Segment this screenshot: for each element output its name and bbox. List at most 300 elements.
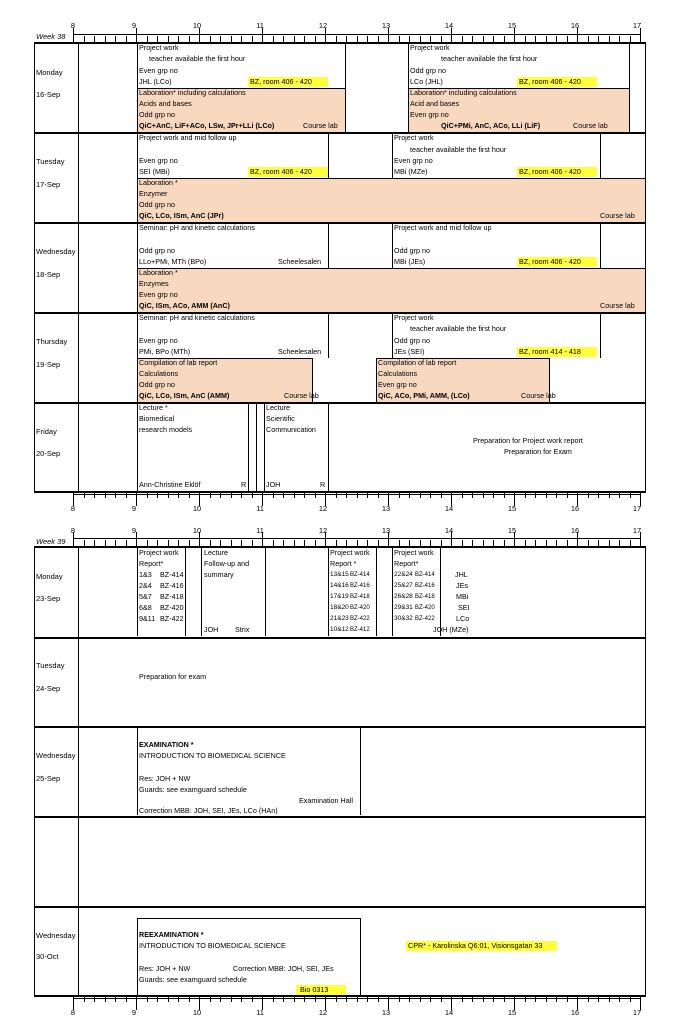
ruler-minor-tick bbox=[283, 492, 284, 498]
ruler-major-tick bbox=[388, 532, 389, 546]
ruler-minor-tick bbox=[189, 996, 190, 1002]
mon23-pw3-r1c: JHL bbox=[455, 570, 468, 579]
ruler-minor-tick bbox=[462, 492, 463, 498]
ruler-minor-tick bbox=[556, 492, 557, 498]
ruler-major-tick bbox=[199, 996, 200, 1010]
mon23-pw1-r2a: 2&4 bbox=[139, 581, 152, 590]
ruler-minor-tick bbox=[283, 540, 284, 546]
mon23-lecture-place: Strix bbox=[235, 625, 250, 634]
hour-8: 8 bbox=[70, 504, 76, 513]
ruler-minor-tick bbox=[462, 996, 463, 1002]
ruler-minor-tick bbox=[220, 996, 221, 1002]
ruler-minor-tick bbox=[147, 492, 148, 498]
ruler-minor-tick bbox=[157, 540, 158, 546]
mon16-lab-right-1: Laboration* including calculations bbox=[410, 88, 517, 97]
wed25-exam-hall: Examination Hall bbox=[299, 796, 353, 805]
ruler-minor-tick bbox=[630, 36, 631, 42]
wed18-left-line4: LLo+PMi, MTh (BPo) bbox=[139, 257, 207, 266]
mon23-pw1-head1: Project work bbox=[139, 548, 179, 557]
mon23-pw1-r5a: 9&11 bbox=[139, 614, 156, 623]
ruler-minor-tick bbox=[441, 36, 442, 42]
ruler-major-tick bbox=[325, 532, 326, 546]
ruler-minor-tick bbox=[598, 996, 599, 1002]
fri20-lecture2-teacher: JOH bbox=[266, 480, 281, 489]
mon16-right-room: BZ, room 406 - 420 bbox=[519, 77, 581, 86]
hour-17: 17 bbox=[632, 1008, 642, 1017]
wed25-exam-title: EXAMINATION * bbox=[139, 740, 194, 749]
tue17-right-line1: Project work bbox=[394, 133, 434, 142]
ruler-minor-tick bbox=[588, 996, 589, 1002]
ruler-minor-tick bbox=[630, 492, 631, 498]
hour-14: 14 bbox=[444, 1008, 454, 1017]
day-thursday-19: Thursday bbox=[36, 337, 68, 346]
wed30-reexam-room: Bio 0313 bbox=[300, 985, 329, 994]
day-tuesday-17: Tuesday bbox=[36, 157, 65, 166]
mon23-pw2-r5a: 21&23 bbox=[330, 615, 349, 622]
ruler-minor-tick bbox=[283, 36, 284, 42]
ruler-minor-tick bbox=[598, 36, 599, 42]
ruler-minor-tick bbox=[157, 996, 158, 1002]
ruler-minor-tick bbox=[147, 996, 148, 1002]
wed25-exam-correction: Correction MBB: JOH, SEI, JEs, LCo (HAn) bbox=[139, 806, 278, 815]
ruler-major-tick bbox=[136, 492, 137, 506]
ruler-minor-tick bbox=[483, 36, 484, 42]
wed30-reexam-guards: Guards: see examguard schedule bbox=[139, 975, 247, 984]
ruler-minor-tick bbox=[168, 540, 169, 546]
mon23-pw1-r1b: BZ-414 bbox=[160, 570, 184, 579]
ruler-minor-tick bbox=[252, 492, 253, 498]
wed18-right-line3: Odd grp no bbox=[394, 246, 430, 255]
day-wednesday-30: Wednesday bbox=[36, 931, 76, 940]
ruler-minor-tick bbox=[367, 996, 368, 1002]
mon23-pw3-head1: Project work bbox=[394, 548, 434, 557]
ruler-minor-tick bbox=[588, 36, 589, 42]
ruler-major-tick bbox=[136, 996, 137, 1010]
hour-15: 15 bbox=[507, 504, 517, 513]
ruler-minor-tick bbox=[178, 36, 179, 42]
ruler-minor-tick bbox=[378, 996, 379, 1002]
ruler-minor-tick bbox=[462, 540, 463, 546]
mon23-pw2-r5b: BZ-422 bbox=[350, 616, 370, 622]
ruler-minor-tick bbox=[598, 540, 599, 546]
ruler-minor-tick bbox=[115, 540, 116, 546]
wed30-reexam-title: REEXAMINATION * bbox=[139, 930, 204, 939]
mon16-right-line1: Project work bbox=[410, 43, 450, 52]
ruler-major-tick bbox=[514, 28, 515, 42]
ruler-major-tick bbox=[388, 28, 389, 42]
hour-9: 9 bbox=[131, 1008, 137, 1017]
mon23-pw2-r6a: 10&12 bbox=[330, 626, 349, 633]
tue17-left-line4: SEI (MBi) bbox=[139, 167, 170, 176]
ruler-minor-tick bbox=[430, 996, 431, 1002]
date-18-sep: 18-Sep bbox=[36, 270, 61, 279]
mon16-lab-left-1: Laboration* including calculations bbox=[139, 88, 246, 97]
day-wednesday-18: Wednesday bbox=[36, 247, 76, 256]
ruler-minor-tick bbox=[304, 492, 305, 498]
ruler-minor-tick bbox=[430, 492, 431, 498]
thu19-lab-right-4: QiC, ACo, PMi, AMM, (LCo) bbox=[378, 391, 470, 400]
ruler-minor-tick bbox=[231, 36, 232, 42]
ruler-minor-tick bbox=[399, 492, 400, 498]
date-25-sep: 25-Sep bbox=[36, 774, 61, 783]
mon23-lecture-1: Lecture bbox=[204, 548, 228, 557]
mon23-lecture-teacher: JOH bbox=[204, 625, 219, 634]
hour-8: 8 bbox=[70, 1008, 76, 1017]
thu19-right-line2: teacher available the first hour bbox=[410, 324, 507, 333]
thu19-lab-left-2: Calculations bbox=[139, 369, 179, 378]
hour-10: 10 bbox=[192, 21, 202, 30]
mon23-pw1-r3b: BZ-418 bbox=[160, 592, 184, 601]
ruler-minor-tick bbox=[367, 492, 368, 498]
mon23-pw2-r2a: 14&16 bbox=[330, 582, 349, 589]
ruler-minor-tick bbox=[525, 492, 526, 498]
ruler-minor-tick bbox=[483, 996, 484, 1002]
thu19-lab-right-3: Even grp no bbox=[378, 380, 417, 389]
ruler-major-tick bbox=[199, 532, 200, 546]
mon23-pw2-r4a: 18&20 bbox=[330, 604, 349, 611]
ruler-minor-tick bbox=[147, 540, 148, 546]
ruler-minor-tick bbox=[126, 36, 127, 42]
ruler-minor-tick bbox=[399, 996, 400, 1002]
tue17-left-room: BZ, room 406 - 420 bbox=[250, 167, 312, 176]
ruler-minor-tick bbox=[378, 540, 379, 546]
mon23-pw1-r4a: 6&8 bbox=[139, 603, 152, 612]
ruler-minor-tick bbox=[546, 540, 547, 546]
fri20-lecture2-1: Lecture bbox=[266, 403, 290, 412]
mon23-pw1-r5b: BZ-422 bbox=[160, 614, 184, 623]
ruler-minor-tick bbox=[462, 36, 463, 42]
mon23-pw3-teacher: JOH (MZe) bbox=[433, 625, 469, 634]
ruler-minor-tick bbox=[315, 36, 316, 42]
ruler-major-tick bbox=[451, 996, 452, 1010]
ruler-major-tick bbox=[577, 28, 578, 42]
ruler-major-tick bbox=[325, 996, 326, 1010]
fri20-lecture2-2: Scientific bbox=[266, 414, 295, 423]
wed30-cpr: CPR* - Karolinska Q6:01, Visionsgatan 33 bbox=[408, 941, 543, 950]
ruler-minor-tick bbox=[115, 36, 116, 42]
hour-10: 10 bbox=[192, 526, 202, 535]
mon23-pw3-r5c: LCo bbox=[456, 614, 470, 623]
ruler-minor-tick bbox=[535, 540, 536, 546]
hour-16: 16 bbox=[570, 526, 580, 535]
ruler-minor-tick bbox=[126, 540, 127, 546]
mon23-pw2-r4b: BZ-420 bbox=[350, 605, 370, 611]
ruler-minor-tick bbox=[567, 36, 568, 42]
ruler-minor-tick bbox=[168, 996, 169, 1002]
hour-16: 16 bbox=[570, 1008, 580, 1017]
ruler-minor-tick bbox=[609, 996, 610, 1002]
ruler-baseline bbox=[73, 34, 641, 35]
ruler-minor-tick bbox=[472, 996, 473, 1002]
ruler-minor-tick bbox=[304, 36, 305, 42]
hour-12: 12 bbox=[318, 526, 328, 535]
ruler-minor-tick bbox=[283, 996, 284, 1002]
ruler-major-tick bbox=[136, 532, 137, 546]
ruler-minor-tick bbox=[126, 492, 127, 498]
mon23-pw2-r1a: 13&15 bbox=[330, 571, 349, 578]
ruler-major-tick bbox=[451, 532, 452, 546]
mon23-pw1-head2: Report* bbox=[139, 559, 164, 568]
ruler-major-tick bbox=[577, 492, 578, 506]
ruler-minor-tick bbox=[567, 540, 568, 546]
hour-13: 13 bbox=[381, 526, 391, 535]
ruler-minor-tick bbox=[220, 36, 221, 42]
mon23-pw3-r4a: 29&31 bbox=[394, 604, 413, 611]
ruler-major-tick bbox=[514, 492, 515, 506]
fri20-prep-project: Preparation for Project work report bbox=[473, 436, 583, 445]
ruler-minor-tick bbox=[357, 492, 358, 498]
ruler-minor-tick bbox=[430, 36, 431, 42]
ruler-major-tick bbox=[388, 492, 389, 506]
ruler-major-tick bbox=[640, 28, 641, 42]
hour-16: 16 bbox=[570, 21, 580, 30]
ruler-minor-tick bbox=[504, 540, 505, 546]
ruler-top-week39 bbox=[0, 516, 680, 546]
ruler-minor-tick bbox=[336, 36, 337, 42]
mon23-pw1-r3a: 5&7 bbox=[139, 592, 152, 601]
ruler-minor-tick bbox=[210, 36, 211, 42]
thu19-right-line3: Odd grp no bbox=[394, 336, 430, 345]
mon23-pw3-r1b: BZ-414 bbox=[415, 572, 435, 578]
date-23-sep: 23-Sep bbox=[36, 594, 61, 603]
mon23-pw3-r5a: 30&32 bbox=[394, 615, 413, 622]
hour-11: 11 bbox=[256, 504, 264, 513]
tue17-lab-4: QiC, LCo, ISm, AnC (JPr) bbox=[139, 211, 224, 220]
ruler-minor-tick bbox=[378, 492, 379, 498]
ruler-minor-tick bbox=[409, 540, 410, 546]
ruler-minor-tick bbox=[535, 492, 536, 498]
ruler-bottom-week39 bbox=[0, 996, 680, 1024]
hour-8: 8 bbox=[70, 526, 76, 535]
ruler-minor-tick bbox=[546, 492, 547, 498]
mon23-pw3-r3b: BZ-418 bbox=[415, 594, 435, 600]
ruler-minor-tick bbox=[294, 540, 295, 546]
ruler-minor-tick bbox=[493, 492, 494, 498]
ruler-major-tick bbox=[73, 28, 74, 42]
fri20-lecture1-divider bbox=[256, 403, 257, 491]
hour-14: 14 bbox=[444, 21, 454, 30]
wed30-reexam-subtitle: INTRODUCTION TO BIOMEDICAL SCIENCE bbox=[139, 941, 286, 950]
ruler-minor-tick bbox=[609, 492, 610, 498]
fri20-lecture1-tag: R bbox=[241, 480, 247, 489]
ruler-major-tick bbox=[577, 532, 578, 546]
date-30-oct: 30-Oct bbox=[36, 952, 59, 961]
ruler-minor-tick bbox=[315, 492, 316, 498]
day-tuesday-24: Tuesday bbox=[36, 661, 65, 670]
ruler-minor-tick bbox=[546, 36, 547, 42]
ruler-minor-tick bbox=[189, 492, 190, 498]
ruler-minor-tick bbox=[231, 492, 232, 498]
ruler-minor-tick bbox=[105, 492, 106, 498]
thu19-lab-left-4: QiC, LCo, ISm, AnC (AMM) bbox=[139, 391, 230, 400]
ruler-minor-tick bbox=[241, 540, 242, 546]
ruler-minor-tick bbox=[504, 36, 505, 42]
tue17-right-line2: teacher available the first hour bbox=[410, 145, 507, 154]
ruler-minor-tick bbox=[441, 540, 442, 546]
day-monday-16: Monday bbox=[36, 68, 63, 77]
ruler-minor-tick bbox=[273, 492, 274, 498]
mon16-left-line2: teacher available the first hour bbox=[149, 54, 246, 63]
ruler-minor-tick bbox=[441, 492, 442, 498]
ruler-minor-tick bbox=[94, 36, 95, 42]
ruler-minor-tick bbox=[84, 996, 85, 1002]
hour-12: 12 bbox=[318, 21, 328, 30]
ruler-minor-tick bbox=[441, 996, 442, 1002]
mon16-left-line3: Even grp no bbox=[139, 66, 178, 75]
ruler-minor-tick bbox=[430, 540, 431, 546]
hour-17: 17 bbox=[632, 21, 642, 30]
ruler-major-tick bbox=[451, 28, 452, 42]
ruler-minor-tick bbox=[546, 996, 547, 1002]
ruler-major-tick bbox=[199, 492, 200, 506]
hour-13: 13 bbox=[381, 504, 391, 513]
mon16-lab-right-3: Even grp no bbox=[410, 110, 449, 119]
ruler-minor-tick bbox=[420, 540, 421, 546]
mon23-pw3-head2: Report* bbox=[394, 559, 419, 568]
mon23-pw2-head1: Project work bbox=[330, 548, 370, 557]
ruler-major-tick bbox=[73, 996, 74, 1010]
ruler-major-tick bbox=[451, 492, 452, 506]
mon23-pw3-r2b: BZ-416 bbox=[415, 583, 435, 589]
ruler-minor-tick bbox=[304, 540, 305, 546]
thu19-right-line4: JEs (SEI) bbox=[394, 347, 425, 356]
ruler-minor-tick bbox=[241, 996, 242, 1002]
ruler-minor-tick bbox=[231, 996, 232, 1002]
ruler-minor-tick bbox=[357, 36, 358, 42]
thu19-left-line3: Even grp no bbox=[139, 336, 178, 345]
fri20-lecture2-3: Communication bbox=[266, 425, 316, 434]
ruler-minor-tick bbox=[630, 540, 631, 546]
ruler-minor-tick bbox=[357, 540, 358, 546]
thu19-lab-left-3: Odd grp no bbox=[139, 380, 175, 389]
ruler-minor-tick bbox=[346, 36, 347, 42]
ruler-minor-tick bbox=[399, 36, 400, 42]
ruler-minor-tick bbox=[409, 36, 410, 42]
mon16-right-line2: teacher available the first hour bbox=[441, 54, 538, 63]
mon23-pw1-r4b: BZ-420 bbox=[160, 603, 184, 612]
ruler-minor-tick bbox=[378, 36, 379, 42]
ruler-minor-tick bbox=[525, 540, 526, 546]
ruler-minor-tick bbox=[105, 996, 106, 1002]
wed18-lab-tag: Course lab bbox=[600, 301, 635, 310]
ruler-minor-tick bbox=[252, 996, 253, 1002]
mon16-lab-right-4: QiC+PMi, AnC, ACo, LLi (LiF) bbox=[441, 121, 541, 130]
fri20-lecture1-3: research models bbox=[139, 425, 193, 434]
ruler-minor-tick bbox=[157, 492, 158, 498]
hour-14: 14 bbox=[444, 504, 454, 513]
ruler-minor-tick bbox=[525, 36, 526, 42]
ruler-minor-tick bbox=[609, 36, 610, 42]
ruler-minor-tick bbox=[409, 492, 410, 498]
ruler-minor-tick bbox=[294, 36, 295, 42]
hour-13: 13 bbox=[381, 21, 391, 30]
mon23-pw1-r1a: 1&3 bbox=[139, 570, 152, 579]
ruler-minor-tick bbox=[189, 36, 190, 42]
mon23-pw2-r1b: BZ-414 bbox=[350, 572, 370, 578]
week-38-label: Week 38 bbox=[36, 32, 66, 41]
ruler-minor-tick bbox=[252, 36, 253, 42]
ruler-minor-tick bbox=[472, 36, 473, 42]
mon23-pw3-r3a: 26&28 bbox=[394, 593, 413, 600]
tue17-lab-tag: Course lab bbox=[600, 211, 635, 220]
hour-15: 15 bbox=[507, 1008, 517, 1017]
ruler-minor-tick bbox=[346, 996, 347, 1002]
mon16-lab-left-4: QiC+AnC, LiF+ACo, LSw, JPr+LLi (LCo) bbox=[139, 121, 275, 130]
day-wednesday-25: Wednesday bbox=[36, 751, 76, 760]
date-16-sep: 16-Sep bbox=[36, 90, 61, 99]
tue17-lab-1: Laboration * bbox=[139, 178, 178, 187]
thu19-lab-right-1: Compilation of lab report bbox=[378, 358, 457, 367]
ruler-minor-tick bbox=[409, 996, 410, 1002]
ruler-top-week38 bbox=[0, 0, 680, 42]
wed18-left-place: Scheelesalen bbox=[278, 257, 322, 266]
hour-9: 9 bbox=[131, 526, 137, 535]
ruler-minor-tick bbox=[231, 540, 232, 546]
hour-10: 10 bbox=[192, 504, 202, 513]
wed18-left-line1: Seminar: pH and kinetic calculations bbox=[139, 223, 255, 232]
wed18-left-line3: Odd grp no bbox=[139, 246, 175, 255]
wed18-right-line1: Project work and mid follow up bbox=[394, 223, 492, 232]
ruler-major-tick bbox=[262, 996, 263, 1010]
ruler-minor-tick bbox=[210, 492, 211, 498]
mon16-right-line4: LCo (JHL) bbox=[410, 77, 443, 86]
tue17-left-line3: Even grp no bbox=[139, 156, 178, 165]
wed18-lab-2: Enzymes bbox=[139, 279, 169, 288]
ruler-minor-tick bbox=[294, 996, 295, 1002]
ruler-minor-tick bbox=[504, 996, 505, 1002]
date-17-sep: 17-Sep bbox=[36, 180, 61, 189]
fri20-lecture1-teacher: Ann-Christine Eklöf bbox=[139, 480, 201, 489]
thu19-left-place: Scheelesalen bbox=[278, 347, 322, 356]
ruler-minor-tick bbox=[94, 996, 95, 1002]
hour-12: 12 bbox=[318, 1008, 328, 1017]
mon23-pw3-r2c: JEs bbox=[456, 581, 468, 590]
ruler-minor-tick bbox=[336, 540, 337, 546]
ruler-major-tick bbox=[325, 28, 326, 42]
mon23-lecture-2: Follow-up and bbox=[204, 559, 250, 568]
ruler-minor-tick bbox=[115, 996, 116, 1002]
mon23-pw2-r3b: BZ-418 bbox=[350, 594, 370, 600]
ruler-minor-tick bbox=[189, 540, 190, 546]
ruler-minor-tick bbox=[210, 540, 211, 546]
hour-11: 11 bbox=[256, 21, 264, 30]
week-39-label: Week 39 bbox=[36, 537, 66, 546]
ruler-minor-tick bbox=[367, 36, 368, 42]
hour-15: 15 bbox=[507, 526, 517, 535]
ruler-minor-tick bbox=[346, 492, 347, 498]
ruler-minor-tick bbox=[567, 492, 568, 498]
ruler-minor-tick bbox=[304, 996, 305, 1002]
ruler-major-tick bbox=[640, 532, 641, 546]
ruler-minor-tick bbox=[535, 36, 536, 42]
ruler-minor-tick bbox=[598, 492, 599, 498]
ruler-major-tick bbox=[73, 492, 74, 506]
ruler-major-tick bbox=[199, 28, 200, 42]
fri20-lecture1-2: Biomedical bbox=[139, 414, 175, 423]
ruler-minor-tick bbox=[588, 540, 589, 546]
wed18-lab-3: Even grp no bbox=[139, 290, 178, 299]
ruler-minor-tick bbox=[493, 540, 494, 546]
ruler-major-tick bbox=[388, 996, 389, 1010]
ruler-minor-tick bbox=[588, 492, 589, 498]
tue17-left-line1: Project work and mid follow up bbox=[139, 133, 237, 142]
mon23-pw3-r4c: SEI bbox=[458, 603, 470, 612]
ruler-minor-tick bbox=[619, 996, 620, 1002]
ruler-minor-tick bbox=[241, 492, 242, 498]
ruler-minor-tick bbox=[346, 540, 347, 546]
ruler-minor-tick bbox=[493, 996, 494, 1002]
ruler-minor-tick bbox=[273, 540, 274, 546]
